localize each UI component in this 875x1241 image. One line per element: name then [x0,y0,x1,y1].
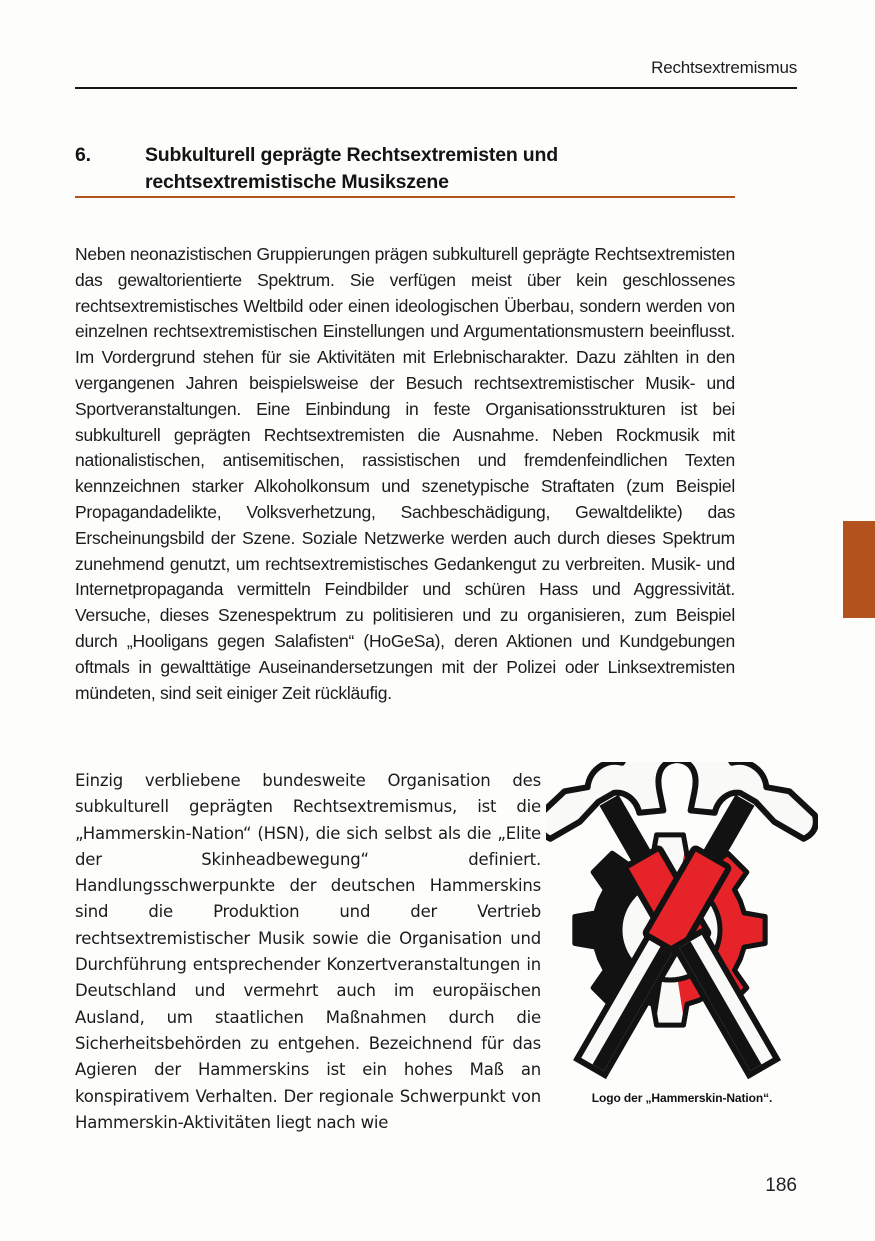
section-title [145,142,558,196]
section-title-line2: rechtsextremistische Musikszene [145,171,449,193]
figure-caption: Logo der „Hammerskin-Nation“. [591,1091,773,1105]
hammerskin-logo-image [546,762,818,1080]
figure-hammerskin-logo [546,762,818,1105]
chapter-edge-tab [843,521,875,618]
section-accent-rule [75,196,735,198]
body-paragraph-2: Einzig verbliebene bundesweite Organisation des subkulturell geprägten Rechtsextremismus, ist die „Hammerskin-Nation“ (HSN), die sich selbst als die „Elite der Skinheadbewegung“ definiert. Handlungsschwerpunkte der deutschen Hammerskins sind die Produktion und der Vertrieb rechtsextremistischer Musik sowie die Organisation und Durchführung entsprechender Konzertveranstaltungen in Deutschland und vermehrt auch im europäischen Ausland, um staatlichen Maßnahmen durch die Sicherheitsbehörden zu entgehen. Bezeichnend für das Agieren der Hammerskins ist ein hohes Maß an konspirativem Verhalten. Der regionale Schwerpunkt von Hammerskin-Aktivitäten liegt nach wie [75,771,541,1132]
section-heading [75,142,735,196]
section-title-line1: Subkulturell geprägte Rechtsextremisten und [145,144,558,166]
running-header-title: Rechtsextremismus [651,58,797,77]
body-paragraph-1: Neben neonazistischen Gruppierungen prägen subkulturell geprägte Rechtsextremisten das gewaltorientierte Spektrum. Sie verfügen meist über kein geschlossenes rechtsextremistisches Weltbild oder einen ideologischen Überbau, sondern werden von einzelnen rechtsextremistischen Einstellungen und Argumentationsmustern beeinflusst. Im Vordergrund stehen für sie Aktivitäten mit Erlebnischarakter. Dazu zählten in den vergangenen Jahren beispielsweise der Besuch rechtsextremistischer Musik- und Sportveranstaltungen. Eine Einbindung in feste Organisationsstrukturen ist bei subkulturell geprägten Rechtsextremisten die Ausnahme. Neben Rockmusik mit nationalistischen, antisemitischen, rassistischen und fremdenfeindlichen Texten kennzeichnen starker Alkoholkonsum und szenetypische Straftaten (zum Beispiel Propagandadelikte, Volksverhetzung, Sachbeschädigung, Gewaltdelikte) das Erscheinungsbild der Szene. Soziale Netzwerke werden auch durch dieses Spektrum zunehmend genutzt, um rechtsextremistisches Gedankengut zu verbreiten. Musik- und Internetpropaganda vermitteln Feindbilder und schüren Hass und Aggressivität. Versuche, dieses Szenespektrum zu politisieren und zu organisieren, zum Beispiel durch „Hooligans gegen Salafisten“ (HoGeSa), deren Aktionen und Kundgebungen oftmals in gewalttätige Auseinandersetzungen mit der Polizei oder Linksextremisten mündeten, sind seit einiger Zeit rückläufig. [75,244,735,703]
header-rule [75,87,797,89]
section-number: 6. [75,144,91,166]
page-number: 186 [765,1175,797,1196]
